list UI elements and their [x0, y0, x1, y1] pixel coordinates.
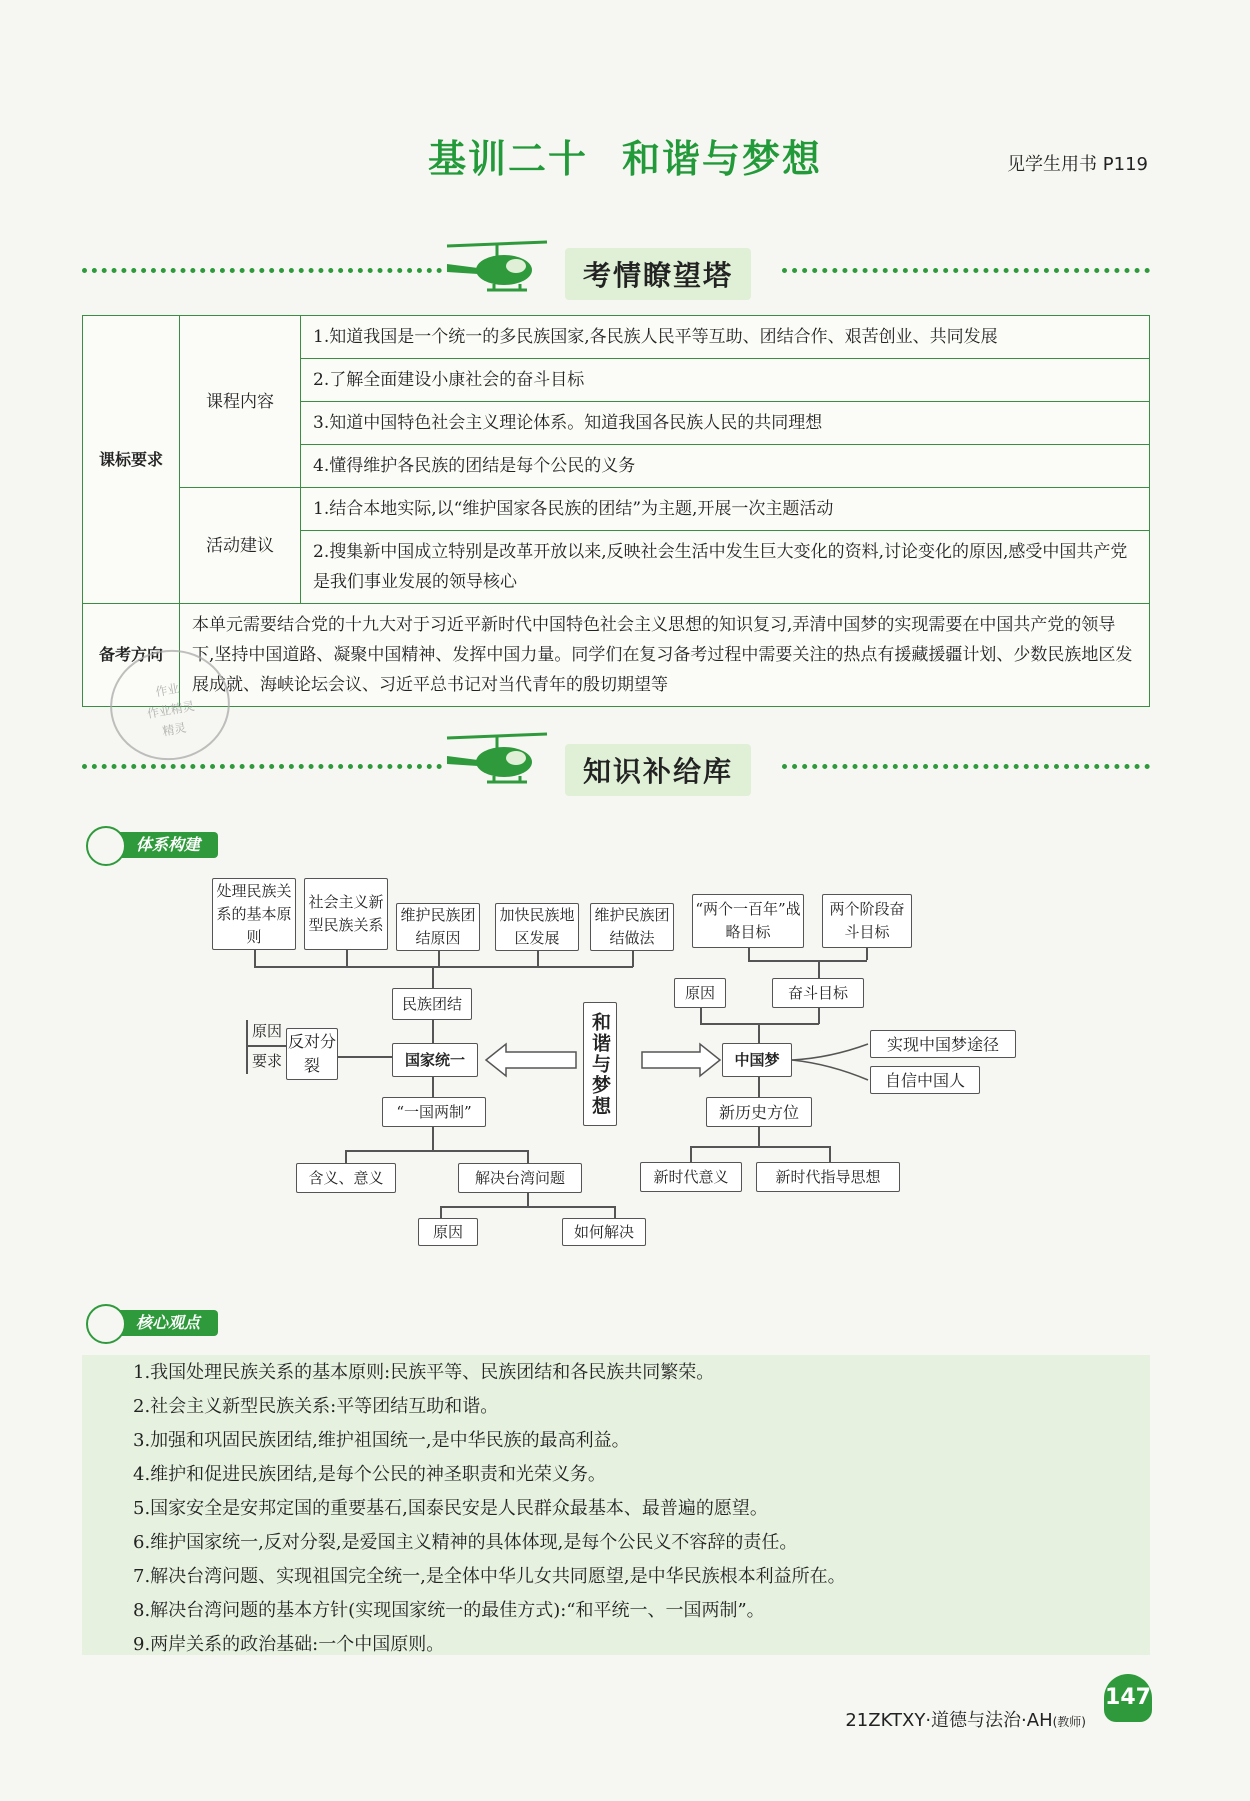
- label-reason: 原因: [252, 1022, 283, 1040]
- course-item: 1.知道我国是一个统一的多民族国家,各民族人民平等互助、团结合作、艰苦创业、共同发展: [301, 316, 1150, 359]
- helicopter-icon: [442, 238, 552, 298]
- box-oppose-split: 反对分裂: [286, 1028, 338, 1080]
- page-number: 147: [1104, 1674, 1152, 1722]
- sub-course-content: 课程内容: [180, 316, 301, 488]
- section-title-exam: 考情瞭望塔: [565, 248, 751, 300]
- box-unity-reason: 维护民族团结原因: [396, 903, 480, 951]
- stamp-watermark: 作业 作业精灵 精灵: [101, 640, 238, 769]
- box-solve-taiwan: 解决台湾问题: [458, 1163, 582, 1193]
- crosshair-icon: [86, 826, 126, 866]
- exam-direction-text: 本单元需要结合党的十九大对于习近平新时代中国特色社会主义思想的知识复习,弄清中国梦的实现需要在中国共产党的领导下,坚持中国道路、凝聚中国精神、发挥中国力量。同学们在复习备考过程中需要关注的热点有援藏援疆计划、少数民族地区发展成就、海峡论坛会议、习近平总书记对当代青年的殷切期望等: [180, 604, 1150, 707]
- box-china-dream: 中国梦: [722, 1043, 792, 1077]
- core-point: 5.国家安全是安邦定国的重要基石,国泰民安是人民群众最基本、最普遍的愿望。: [133, 1498, 768, 1519]
- core-point: 7.解决台湾问题、实现祖国完全统一,是全体中华儿女共同愿望,是中华民族根本利益所在。: [133, 1566, 846, 1587]
- page-title: 基训二十 和谐与梦想: [427, 137, 823, 181]
- tag-core-points: 核心观点: [90, 1310, 218, 1336]
- section-divider-right: [782, 764, 1150, 769]
- footer-code: 21ZKTXY·道德与法治·AH(教师): [845, 1710, 1086, 1731]
- arrow-right-icon: [640, 1040, 722, 1080]
- activity-item: 1.结合本地实际,以“维护国家各民族的团结”为主题,开展一次主题活动: [301, 488, 1150, 531]
- helicopter-icon: [442, 730, 552, 790]
- core-point: 6.维护国家统一,反对分裂,是爱国主义精神的具体体现,是每个公民义不容辞的责任。: [133, 1532, 798, 1553]
- box-ethnic-unity: 民族团结: [392, 988, 472, 1020]
- box-new-ethnic-relations: 社会主义新型民族关系: [304, 878, 388, 950]
- tag-system-construction: 体系构建: [90, 832, 218, 858]
- core-point: 8.解决台湾问题的基本方针(实现国家统一的最佳方式):“和平统一、一国两制”。: [133, 1600, 765, 1621]
- label-requirement: 要求: [252, 1052, 283, 1070]
- box-new-historical-position: 新历史方位: [706, 1097, 812, 1127]
- requirements-table: [82, 315, 1150, 707]
- box-unity-methods: 维护民族团结做法: [590, 903, 674, 951]
- branch-connector: [790, 1036, 870, 1086]
- section-divider-right: [782, 268, 1150, 273]
- box-ethnic-development: 加快民族地区发展: [495, 903, 579, 951]
- section-divider-left: [82, 268, 442, 273]
- box-two-centenary-goals: “两个一百年”战略目标: [692, 894, 804, 948]
- category-exam-direction: 备考方向: [83, 604, 180, 707]
- box-meaning-significance: 含义、意义: [296, 1163, 396, 1193]
- box-new-era-meaning: 新时代意义: [640, 1162, 742, 1192]
- box-new-era-thought: 新时代指导思想: [756, 1162, 900, 1192]
- box-national-unity: 国家统一: [392, 1043, 478, 1077]
- box-struggle-goal: 奋斗目标: [772, 978, 864, 1008]
- core-point: 4.维护和促进民族团结,是每个公民的神圣职责和光荣义务。: [133, 1464, 606, 1485]
- sub-activity-suggestion: 活动建议: [180, 488, 301, 604]
- section-divider-left: [82, 764, 442, 769]
- center-topic: 和谐与梦想: [583, 1002, 617, 1126]
- category-curriculum: 课标要求: [83, 316, 180, 604]
- box-dream-reason: 原因: [674, 978, 726, 1008]
- core-point: 3.加强和巩固民族团结,维护祖国统一,是中华民族的最高利益。: [133, 1430, 630, 1451]
- box-one-country-two-systems: “一国两制”: [382, 1097, 486, 1127]
- box-confident-chinese: 自信中国人: [870, 1066, 980, 1094]
- section-title-knowledge: 知识补给库: [565, 744, 751, 796]
- arrow-left-icon: [484, 1040, 578, 1080]
- box-how-to-solve: 如何解决: [562, 1218, 646, 1246]
- activity-item: 2.搜集新中国成立特别是改革开放以来,反映社会生活中发生巨大变化的资料,讨论变化的原因,感受中国共产党是我们事业发展的领导核心: [301, 531, 1150, 604]
- box-ethnic-principles: 处理民族关系的基本原则: [212, 878, 296, 950]
- student-book-reference: 见学生用书 P119: [1007, 154, 1148, 175]
- course-item: 3.知道中国特色社会主义理论体系。知道我国各民族人民的共同理想: [301, 402, 1150, 445]
- core-point: 9.两岸关系的政治基础:一个中国原则。: [133, 1634, 445, 1655]
- crosshair-icon: [86, 1304, 126, 1344]
- course-item: 4.懂得维护各民族的团结是每个公民的义务: [301, 445, 1150, 488]
- box-dream-path: 实现中国梦途径: [870, 1030, 1016, 1058]
- core-point: 1.我国处理民族关系的基本原则:民族平等、民族团结和各民族共同繁荣。: [133, 1362, 715, 1383]
- box-two-stage-goals: 两个阶段奋斗目标: [822, 894, 912, 948]
- core-point: 2.社会主义新型民族关系:平等团结互助和谐。: [133, 1396, 499, 1417]
- course-item: 2.了解全面建设小康社会的奋斗目标: [301, 359, 1150, 402]
- box-taiwan-reason: 原因: [418, 1218, 478, 1246]
